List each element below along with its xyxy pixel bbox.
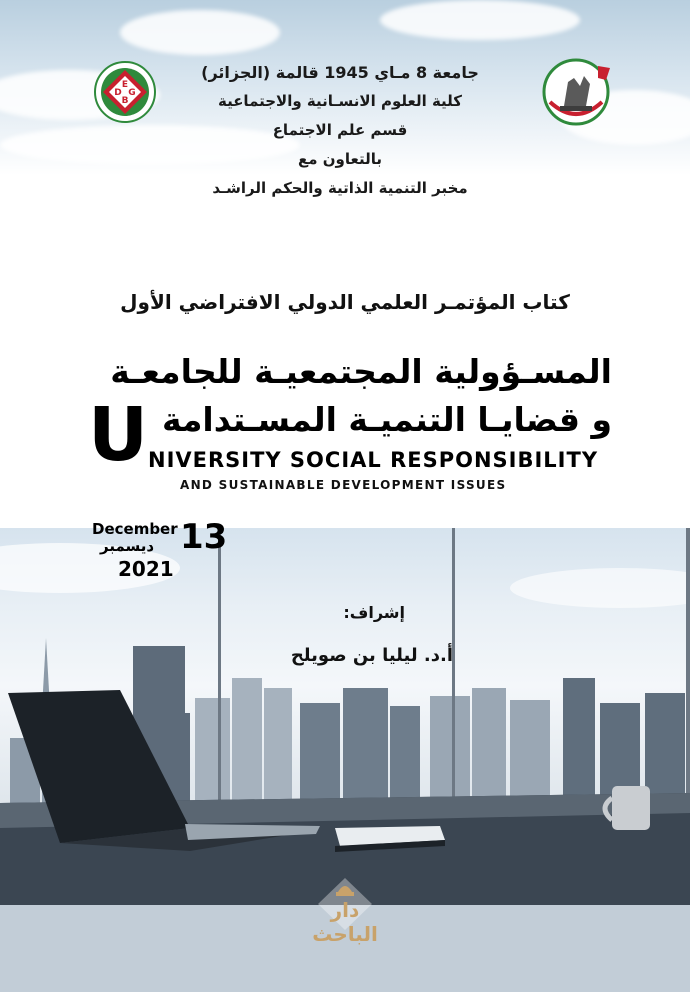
lab-name: مخبر التنمية الذاتية والحكم الراشـد	[212, 179, 468, 197]
main-title-english-line1: NIVERSITY SOCIAL RESPONSIBILITY	[148, 448, 599, 472]
supervisor-name: أ.د. ليليا بن صويلح	[290, 645, 453, 666]
date-year: 2021	[118, 557, 174, 581]
lab-logo-icon	[93, 60, 157, 124]
skyline-illustration	[0, 528, 690, 923]
university-name: جامعة 8 مـاي 1945 قالمة (الجزائر)	[201, 63, 479, 82]
svg-text:B: B	[121, 96, 129, 106]
date-day: 13	[180, 517, 228, 557]
date-month-arabic: ديسمبر	[100, 537, 155, 555]
conference-title: كتاب المؤتمـر العلمي الدولي الافتراضي الأول	[120, 290, 570, 314]
main-title-english-line2: AND SUSTAINABLE DEVELOPMENT ISSUES	[180, 478, 507, 492]
cloud	[120, 10, 280, 55]
main-title-arabic-line1: المسـؤولية المجتمعيـة للجامعـة	[110, 352, 612, 391]
cloud	[380, 0, 580, 40]
main-title-english-initial: U	[88, 392, 149, 478]
university-logo-icon	[540, 56, 616, 128]
supervision-label: إشراف:	[343, 603, 405, 622]
svg-text:D: D	[114, 88, 122, 98]
svg-text:E: E	[121, 80, 129, 90]
date-month-english: December	[92, 520, 178, 538]
header-institution-lines	[170, 58, 510, 203]
main-title-arabic-line2: و قضايـا التنميـة المسـتدامة	[161, 400, 612, 439]
department-name: قسم علم الاجتماع	[272, 121, 408, 139]
city-office-scene	[0, 528, 690, 923]
cooperation-text: بالتعاون مع	[297, 150, 382, 168]
publisher-name: دار الباحث	[312, 898, 378, 946]
svg-text:G: G	[128, 88, 136, 98]
faculty-name: كلية العلوم الانسـانية والاجتماعية	[217, 92, 463, 110]
